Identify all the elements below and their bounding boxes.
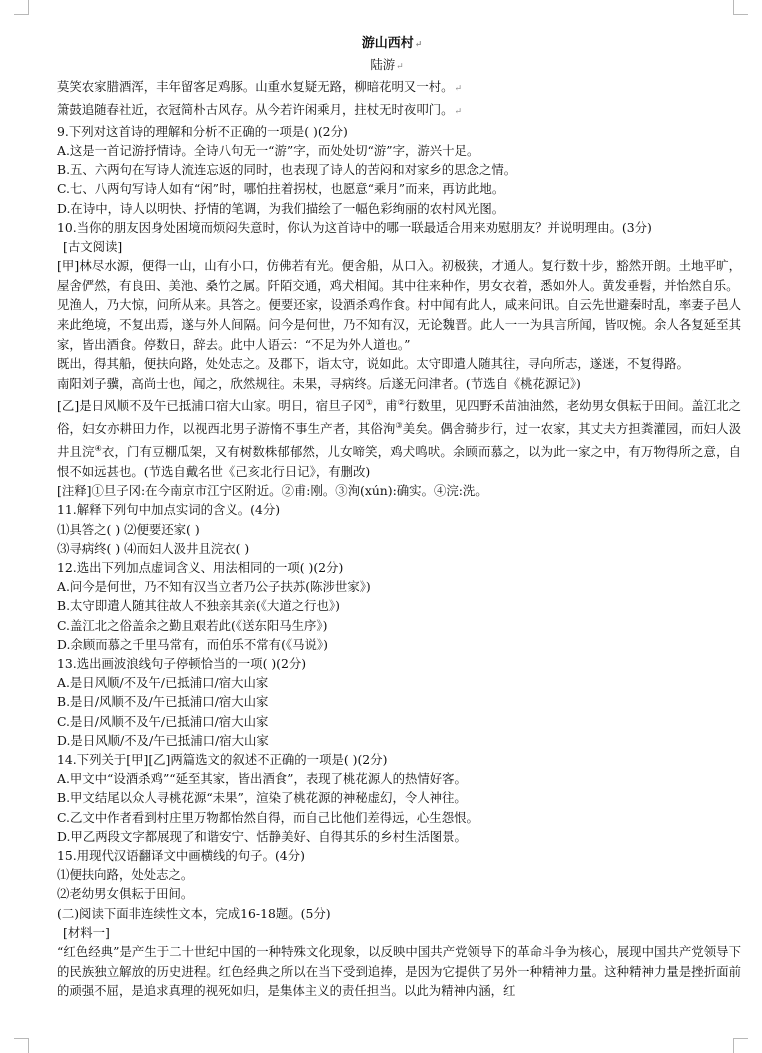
section-2-heading: (二)阅读下面非连续性文本，完成16-18题。(5分) — [57, 905, 331, 921]
question-15-sentence-1: ⑴便扶向路，处处志之。 — [57, 867, 194, 883]
question-12-stem: 12.选出下列加点虚词含义、用法相同的一项( )(2分) — [57, 559, 344, 575]
footnote-marker: ③ — [395, 421, 403, 431]
crop-mark-bottom-left — [14, 1038, 29, 1053]
question-13-option-a: A.是日风顺/不及午/已抵浦口/宿大山家 — [57, 675, 269, 691]
passage-jia-paragraph-2: 见渔人，乃大惊，问所从来。具答之。便要还家，设酒杀鸡作食。村中闻有此人，咸来问讯。自云先世避秦时乱，率妻子邑人来此绝境，不复出焉，遂与外人间隔。问今是何世，乃不知有汉，无论魏晋。此人一一为具言所闻，皆叹惋。余人各复延至其家，皆出酒食。停数日，辞去。此中人语云：“不足为外人道也。” — [57, 297, 741, 352]
material-1-label: [材料一] — [63, 924, 110, 940]
paragraph-mark-icon: ↵ — [414, 40, 423, 50]
annotation-notes: [注释]①旦子冈:在今南京市江宁区附近。②甫:刚。③洵(xún):确实。④浣:洗。 — [57, 483, 488, 499]
question-9-option-b: B.五、六两句在写诗人流连忘返的同时，也表现了诗人的苦闷和对家乡的思念之情。 — [57, 162, 517, 178]
question-13-stem: 13.选出画波浪线句子停顿恰当的一项( )(2分) — [57, 655, 307, 671]
question-11-stem: 11.解释下列句中加点实词的含义。(4分) — [57, 502, 281, 518]
passage-jia-paragraph-4: 南阳刘子骥，高尚士也，闻之，欣然规往。未果，寻病终。后遂无问津者。(节选自《桃花源记》) — [57, 375, 581, 391]
passage-yi: [乙]是日风顺不及午已抵浦口宿大山家。明日，宿旦子冈①，甫②行数里，见四野禾苗油油然，老幼男女俱耘于田间。盖江北之俗，妇女亦耕田力作，以视西北男子游惰不事生产者，其俗洵③美矣。偶舍骑步行，过一农家，其丈夫方担粪灌园，而妇人汲井且浣④衣，门有豆棚瓜架，又有树数株郁郁然，儿女啼笑，鸡犬鸣吠。余顾而慕之，以为此一家之中，有万物得所之意，自恨不如远甚也。(节选自戴名世《己亥北行日记》，有删改) — [57, 398, 742, 479]
crop-mark-top-left — [14, 0, 29, 15]
paragraph-mark-icon: ↵ — [396, 62, 404, 73]
crop-mark-top-right — [733, 0, 748, 15]
question-9-option-a: A.这是一首记游抒情诗。全诗八句无一“游”字，而处处切“游”字，游兴十足。 — [57, 143, 480, 159]
crop-mark-bottom-right — [733, 1038, 748, 1053]
poem-line-1: 莫笑农家腊酒浑，丰年留客足鸡豚。山重水复疑无路，柳暗花明又一村。↵ — [57, 79, 463, 95]
document-page — [33, 34, 741, 1001]
question-9-stem: 9.下列对这首诗的理解和分析不正确的一项是( )(2分) — [57, 123, 348, 139]
poem-line-2: 箫鼓追随春社近，衣冠简朴古风存。从今若许闲乘月，拄杖无时夜叩门。↵ — [57, 101, 463, 117]
footnote-marker: ② — [397, 398, 405, 408]
question-9-option-c: C.七、八两句写诗人如有“闲”时，哪怕拄着拐杖，也愿意“乘月”而来，再访此地。 — [57, 181, 505, 197]
question-14-stem: 14.下列关于[甲][乙]两篇选文的叙述不正确的一项是( )(2分) — [57, 751, 388, 767]
question-12-option-a: A.问今是何世，乃不知有汉当立者乃公子扶苏(陈涉世家》) — [57, 579, 371, 595]
footnote-marker: ④ — [94, 443, 102, 453]
passage-jia-paragraph-1: [甲]林尽水源，便得一山，山有小口，仿佛若有光。便舍船，从口入。初极狭，才通人。复行数十步，豁然开朗。土地平旷，屋舍俨然，有良田、美池、桑竹之属。阡陌交通，鸡犬相闻。其中往来种作，男女衣着，悉如外人。黄发垂髫，并怡然自乐。 — [57, 258, 741, 293]
classical-reading-label: [古文阅读] — [63, 239, 123, 255]
question-13-option-d: D.是日风顺/不及/午已抵浦口/宿大山家 — [57, 732, 269, 748]
question-12-option-c: C.盖江北之俗盖余之勤且艰若此(《送东阳马生序》) — [57, 617, 328, 633]
question-14-option-d: D.甲乙两段文字都展现了和谐安宁、恬静美好、自得其乐的乡村生活图景。 — [57, 828, 467, 844]
question-11-row-2: ⑶寻病终( ) ⑷而妇人汲井且浣衣( ) — [57, 540, 250, 556]
question-12-option-b: B.太守即遣人随其往故人不独亲其亲(《大道之行也》) — [57, 598, 340, 614]
question-15-stem: 15.用现代汉语翻译文中画横线的句子。(4分) — [57, 848, 305, 863]
footnote-marker: ① — [365, 398, 373, 408]
question-13-option-b: B.是日/风顺不及/午已抵浦口/宿大山家 — [57, 694, 269, 710]
material-1-paragraph: “红色经典”是产生于二十世纪中国的一种特殊文化现象，以反映中国共产党领导下的革命斗争为核心，展现中国共产党领导下的民族独立解放的历史进程。红色经典之所以在当下受到追捧，是因为它提供了另外一种精神力量。这种精神力量是挫折面前的顽强不屈，是追求真理的视死如归，是集体主义的责任担当。以此为精神内涵，红 — [57, 944, 741, 999]
question-14-option-b: B.甲文结尾以众人寻桃花源“未果”，渲染了桃花源的神秘虚幻，令人神往。 — [57, 790, 467, 806]
paragraph-mark-icon: ↵ — [454, 84, 463, 95]
passage-jia-paragraph-3: 既出，得其船，便扶向路，处处志之。及郡下，诣太守，说如此。太守即遣人随其往，寻向所志，遂迷，不复得路。 — [57, 356, 689, 372]
poem-title: 游山西村↵ — [361, 36, 423, 51]
paragraph-mark-icon: ↵ — [454, 106, 463, 117]
question-10: 10.当你的朋友因身处困境而烦闷失意时，你认为这首诗中的哪一联最适合用来劝慰朋友？并说明理由。(3分) — [57, 219, 652, 235]
question-12-option-d: D.余顾而慕之千里马常有，而伯乐不常有(《马说》) — [57, 636, 328, 652]
question-9-option-d: D.在诗中，诗人以明快、抒情的笔调，为我们描绘了一幅色彩绚丽的农村风光图。 — [57, 200, 505, 216]
question-15-sentence-2: ⑵老幼男女俱耘于田间。 — [57, 886, 194, 902]
question-13-option-c: C.是日/风顺不及午/已抵浦口/宿大山家 — [57, 713, 269, 729]
question-14-option-c: C.乙文中作者看到村庄里万物都怡然自得，而自己比他们差得远，心生怨恨。 — [57, 809, 479, 825]
poem-author: 陆游↵ — [370, 57, 404, 73]
question-14-option-a: A.甲文中“设酒杀鸡”“延至其家，皆出酒食”，表现了桃花源人的热情好客。 — [57, 771, 467, 787]
question-11-row-1: ⑴具答之( ) ⑵便要还家( ) — [57, 521, 200, 537]
